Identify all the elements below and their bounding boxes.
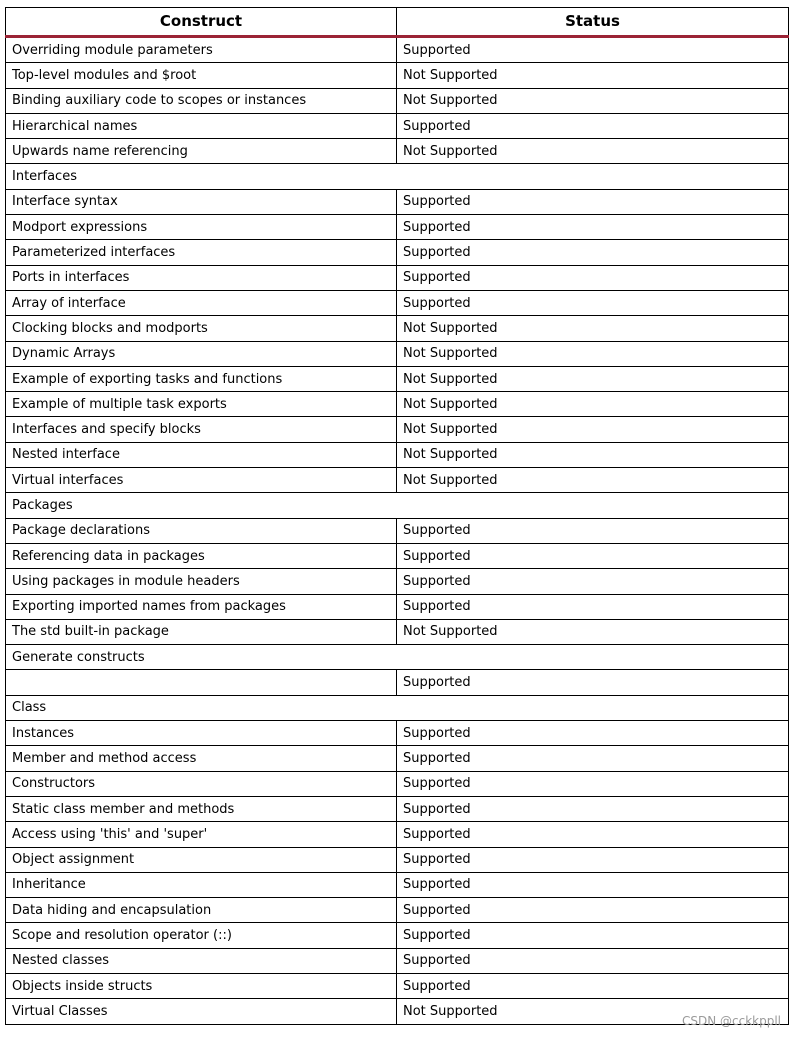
status-cell: Supported [397,543,789,568]
construct-cell: Parameterized interfaces [6,240,397,265]
table-row [6,847,789,872]
table-row [6,948,789,973]
table-row [6,88,789,113]
section-label: Class [6,695,789,720]
construct-cell: Virtual Classes [6,999,397,1024]
status-cell: Not Supported [397,442,789,467]
status-cell: Not Supported [397,468,789,493]
status-cell: Supported [397,796,789,821]
status-cell: Supported [397,721,789,746]
status-cell: Supported [397,189,789,214]
construct-cell: Scope and resolution operator (::) [6,923,397,948]
table-row [6,746,789,771]
status-cell: Supported [397,898,789,923]
table-row [6,392,789,417]
table-row [6,999,789,1024]
construct-cell: Access using 'this' and 'super' [6,822,397,847]
section-row [6,695,789,720]
status-cell: Not Supported [397,316,789,341]
section-row [6,164,789,189]
construct-cell: Instances [6,721,397,746]
construct-cell: Objects inside structs [6,973,397,998]
status-cell: Not Supported [397,88,789,113]
construct-cell: Example of multiple task exports [6,392,397,417]
status-cell: Not Supported [397,417,789,442]
table-row [6,316,789,341]
construct-header: Construct [6,8,397,37]
status-cell: Not Supported [397,619,789,644]
table-row [6,468,789,493]
construct-cell: Clocking blocks and modports [6,316,397,341]
status-cell: Not Supported [397,341,789,366]
status-cell: Supported [397,872,789,897]
status-cell: Not Supported [397,366,789,391]
table-row [6,113,789,138]
table-row [6,63,789,88]
section-row [6,493,789,518]
table-row [6,721,789,746]
table-row [6,594,789,619]
status-cell: Supported [397,37,789,63]
status-cell: Supported [397,746,789,771]
status-cell: Not Supported [397,139,789,164]
table-row [6,822,789,847]
construct-cell: Hierarchical names [6,113,397,138]
construct-cell: Package declarations [6,518,397,543]
construct-cell: Member and method access [6,746,397,771]
table-row [6,872,789,897]
status-cell: Supported [397,290,789,315]
table-row [6,619,789,644]
section-row [6,645,789,670]
status-cell: Not Supported [397,63,789,88]
status-cell: Supported [397,771,789,796]
status-cell: Supported [397,670,789,695]
construct-cell: Dynamic Arrays [6,341,397,366]
support-table [5,7,789,1025]
construct-cell: Object assignment [6,847,397,872]
table-row [6,290,789,315]
table-row [6,442,789,467]
construct-cell: Nested classes [6,948,397,973]
table-row [6,341,789,366]
status-cell: Not Supported [397,392,789,417]
status-cell: Supported [397,569,789,594]
status-cell: Supported [397,594,789,619]
status-cell: Supported [397,948,789,973]
table-row [6,973,789,998]
table-row [6,366,789,391]
table-row [6,670,789,695]
table-row [6,543,789,568]
construct-cell: Inheritance [6,872,397,897]
construct-cell: Constructors [6,771,397,796]
status-cell: Supported [397,215,789,240]
table-row [6,569,789,594]
construct-cell: Static class member and methods [6,796,397,821]
table-row [6,898,789,923]
table-row [6,923,789,948]
status-cell: Supported [397,113,789,138]
header-row [6,8,789,37]
status-cell: Supported [397,265,789,290]
table-row [6,417,789,442]
status-cell: Not Supported [397,999,789,1024]
table-row [6,771,789,796]
table-row [6,518,789,543]
construct-cell: Upwards name referencing [6,139,397,164]
construct-cell: Example of exporting tasks and functions [6,366,397,391]
construct-cell: The std built-in package [6,619,397,644]
section-label: Packages [6,493,789,518]
status-cell: Supported [397,973,789,998]
construct-cell: Interface syntax [6,189,397,214]
construct-cell: Virtual interfaces [6,468,397,493]
construct-cell: Array of interface [6,290,397,315]
construct-cell: Using packages in module headers [6,569,397,594]
table-row [6,215,789,240]
construct-cell [6,670,397,695]
table-row [6,240,789,265]
construct-cell: Binding auxiliary code to scopes or instances [6,88,397,113]
status-cell: Supported [397,240,789,265]
status-cell: Supported [397,822,789,847]
status-cell: Supported [397,923,789,948]
section-label: Interfaces [6,164,789,189]
table-row [6,189,789,214]
table-row [6,37,789,63]
construct-cell: Interfaces and specify blocks [6,417,397,442]
section-label: Generate constructs [6,645,789,670]
table-row [6,796,789,821]
construct-cell: Overriding module parameters [6,37,397,63]
construct-cell: Nested interface [6,442,397,467]
table-body [6,37,789,1025]
table-row [6,139,789,164]
status-header: Status [397,8,789,37]
construct-cell: Data hiding and encapsulation [6,898,397,923]
watermark: CSDN @cckkppll [681,1014,781,1028]
construct-cell: Ports in interfaces [6,265,397,290]
construct-cell: Top-level modules and $root [6,63,397,88]
construct-cell: Referencing data in packages [6,543,397,568]
status-cell: Supported [397,847,789,872]
construct-cell: Exporting imported names from packages [6,594,397,619]
status-cell: Supported [397,518,789,543]
table-row [6,265,789,290]
construct-cell: Modport expressions [6,215,397,240]
